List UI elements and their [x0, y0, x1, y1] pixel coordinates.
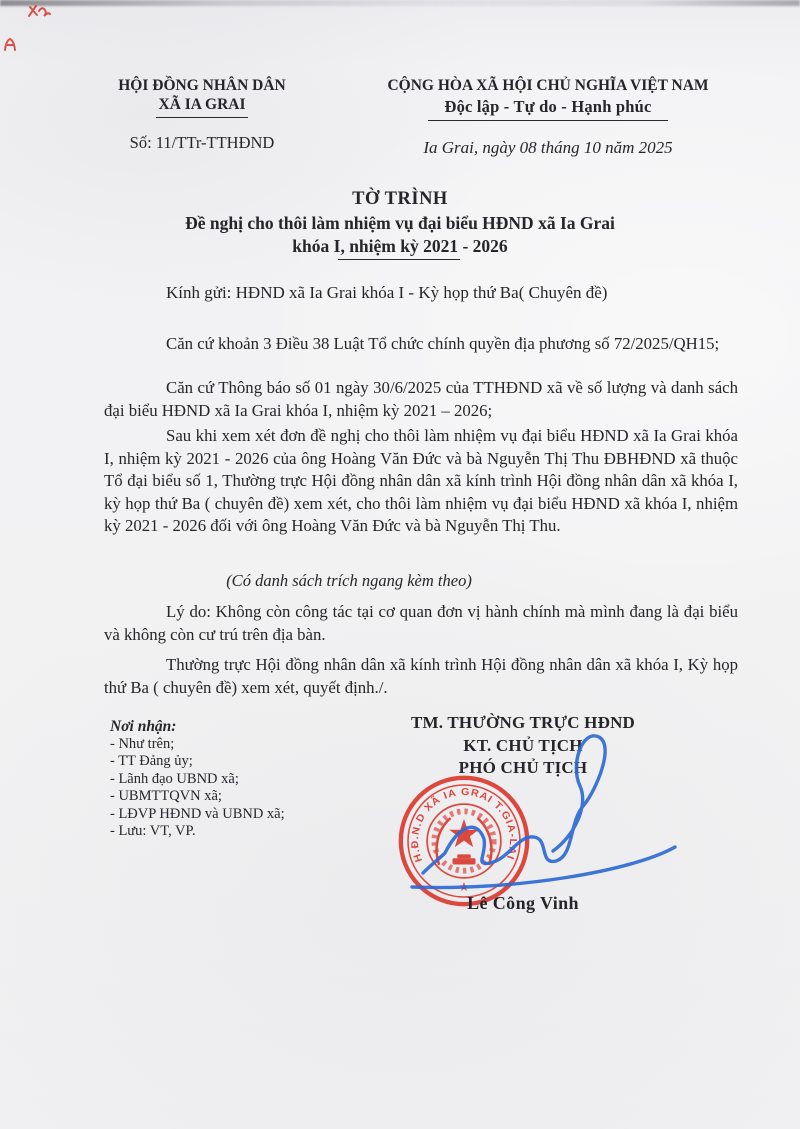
- body-paragraph-reason: Lý do: Không còn công tác tại cơ quan đơn vị hành chính mà mình đang là đại biểu và không còn cư trú trên địa bàn.: [104, 602, 738, 644]
- recipients-block: [110, 718, 360, 840]
- red-ink-mark-left: [2, 35, 20, 54]
- recipients-label: Nơi nhận:: [110, 718, 177, 735]
- seal-ring-text: H.Đ.N.D XÃ IA GRAI T.GIA-LAI: [409, 786, 519, 864]
- signing-authority-line3: PHÓ CHỦ TỊCH: [458, 758, 588, 777]
- issuing-authority-line2: XÃ IA GRAI: [158, 96, 246, 113]
- recipient-item: - Như trên;: [110, 736, 175, 752]
- signature-scrawl: [423, 736, 605, 873]
- red-ink-mark-top: [26, 2, 52, 22]
- recipient-item: - UBMTTQVN xã;: [110, 788, 222, 805]
- body-paragraph-3: Sau khi xem xét đơn đề nghị cho thôi làm nhiệm vụ đại biểu HĐND xã Ia Grai khóa I, nhiệm kỳ 2021 - 2026 của ông Hoàng Văn Đức và bà Nguyễn Thị Thu ĐBHĐND xã thuộc Tổ đại biểu số 1, Thường trực Hội đồng nhân dân xã kính trình Hội đồng nhân dân xã khóa I, kỳ họp thứ Ba ( chuyên đề) xem xét, cho thôi làm nhiệm vụ đại biểu HĐND xã khóa I, nhiệm kỳ 2021 - 2026 đối với ông Hoàng Văn Đức và bà Nguyễn Thị Thu.: [104, 426, 738, 535]
- recipient-item: - TT Đảng ủy;: [110, 753, 193, 770]
- recipient-item: - Lưu: VT, VP.: [110, 823, 196, 840]
- document-subject-line1: Đề nghị cho thôi làm nhiệm vụ đại biểu HĐND xã Ia Grai: [185, 213, 615, 233]
- scan-top-edge-artifact: [0, 0, 800, 6]
- document-subject-line2: khóa I, nhiệm kỳ 2021 - 2026: [292, 236, 508, 256]
- attachment-note: (Có danh sách trích ngang kèm theo): [226, 571, 472, 590]
- body-paragraph-1: Căn cứ khoản 3 Điều 38 Luật Tổ chức chính quyền địa phương số 72/2025/QH15;: [166, 334, 720, 353]
- place-date-line: Ia Grai, ngày 08 tháng 10 năm 2025: [423, 138, 673, 157]
- issuing-authority-block: [102, 76, 302, 118]
- issuing-authority-rule: [156, 117, 248, 118]
- country-name: CỘNG HÒA XÃ HỘI CHỦ NGHĨA VIỆT NAM: [387, 77, 709, 94]
- seal-bottom-star: ★: [458, 879, 470, 894]
- issuing-authority-line1: HỘI ĐỒNG NHÂN DÂN: [118, 77, 286, 94]
- handwritten-signature: [385, 725, 695, 905]
- recipient-item: - Lãnh đạo UBND xã;: [110, 770, 239, 787]
- national-motto: Độc lập - Tự do - Hạnh phúc: [444, 97, 652, 116]
- signer-name: Lê Công Vinh: [467, 893, 579, 913]
- document-number: Số: 11/TTr-TTHĐND: [129, 133, 275, 152]
- signing-authority-line2: KT. CHỦ TỊCH: [463, 736, 583, 755]
- signing-authority-line1: TM. THƯỜNG TRỰC HĐND: [410, 713, 636, 732]
- body-paragraph-2: Căn cứ Thông báo số 01 ngày 30/6/2025 của TTHĐND xã về số lượng và danh sách đại biểu HĐND xã Ia Grai khóa I, nhiệm kỳ 2021 – 2026;: [104, 378, 738, 420]
- document-type-title: TỜ TRÌNH: [352, 189, 448, 209]
- motto-rule: [428, 120, 668, 121]
- recipient-item: - LĐVP HĐND và UBND xã;: [110, 805, 285, 822]
- title-rule: [338, 259, 460, 260]
- body-paragraph-request: Thường trực Hội đồng nhân dân xã kính trình Hội đồng nhân dân xã khóa I, Kỳ họp thứ Ba ( chuyên đề) xem xét, quyết định./.: [104, 655, 738, 697]
- national-header-block: [338, 76, 758, 121]
- salutation-line: Kính gửi: HĐND xã Ia Grai khóa I - Kỳ họp thứ Ba( Chuyên đề): [166, 283, 608, 302]
